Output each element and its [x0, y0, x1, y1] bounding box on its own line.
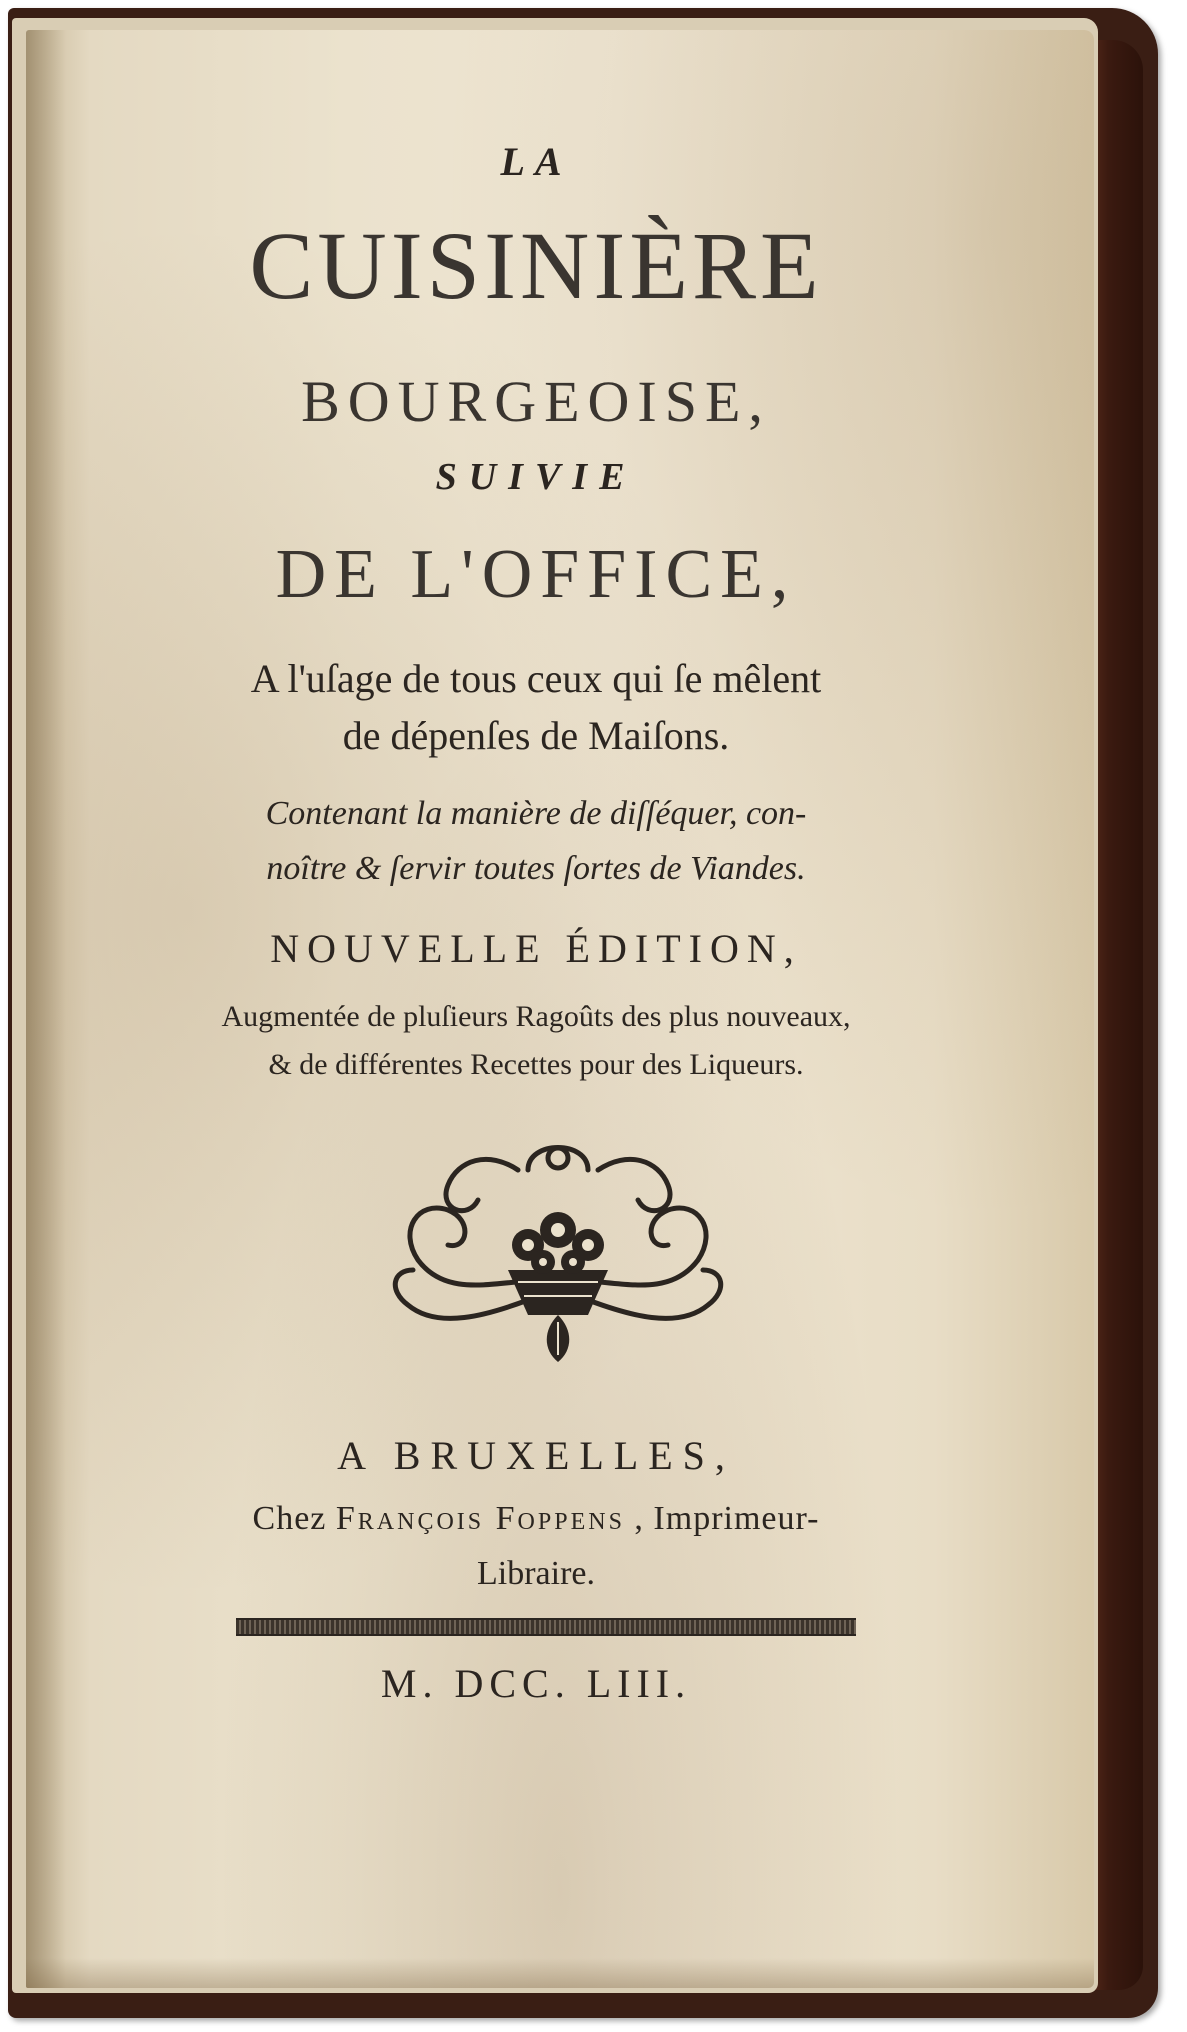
title-connector: SUIVIE [435, 456, 637, 498]
title-article: LA [500, 139, 572, 184]
title-page [26, 30, 1094, 1988]
imprint-place: A BRUXELLES, [337, 1433, 735, 1478]
imprint-publisher-line [86, 1500, 986, 1538]
publisher-name: François Foppens [335, 1500, 625, 1537]
flower-basket-ornament-icon [378, 1130, 738, 1370]
publisher-prefix: Chez [252, 1500, 327, 1537]
title-main: CUISINIÈRE [249, 212, 823, 319]
augmented-line-1: Augmentée de pluſieurs Ragoûts des plus nouveaux, [221, 1000, 851, 1033]
publisher-role: , Imprimeur- [634, 1500, 820, 1537]
usage-line-2: de dépenſes de Maiſons. [342, 713, 730, 758]
publisher-role-continued: Libraire. [477, 1555, 595, 1592]
gutter-shadow [26, 30, 66, 1988]
title-second: DE L'OFFICE, [275, 536, 797, 613]
decorative-rule [236, 1618, 856, 1636]
edition-statement: NOUVELLE ÉDITION, [270, 926, 802, 971]
augmented-line-2: & de différentes Recettes pour des Liqueurs. [268, 1048, 804, 1081]
imprint-date: M. DCC. LIII. [380, 1661, 692, 1706]
contents-line-1: Contenant la manière de diſſéquer, con- [265, 795, 807, 832]
usage-line-1: A l'uſage de tous ceux qui ſe mêlent [250, 656, 822, 701]
page-bottom-wear [26, 1958, 1094, 1988]
contents-line-2: noître & ſervir toutes ſortes de Viandes. [266, 850, 806, 887]
title-sub: BOURGEOISE, [301, 369, 771, 434]
